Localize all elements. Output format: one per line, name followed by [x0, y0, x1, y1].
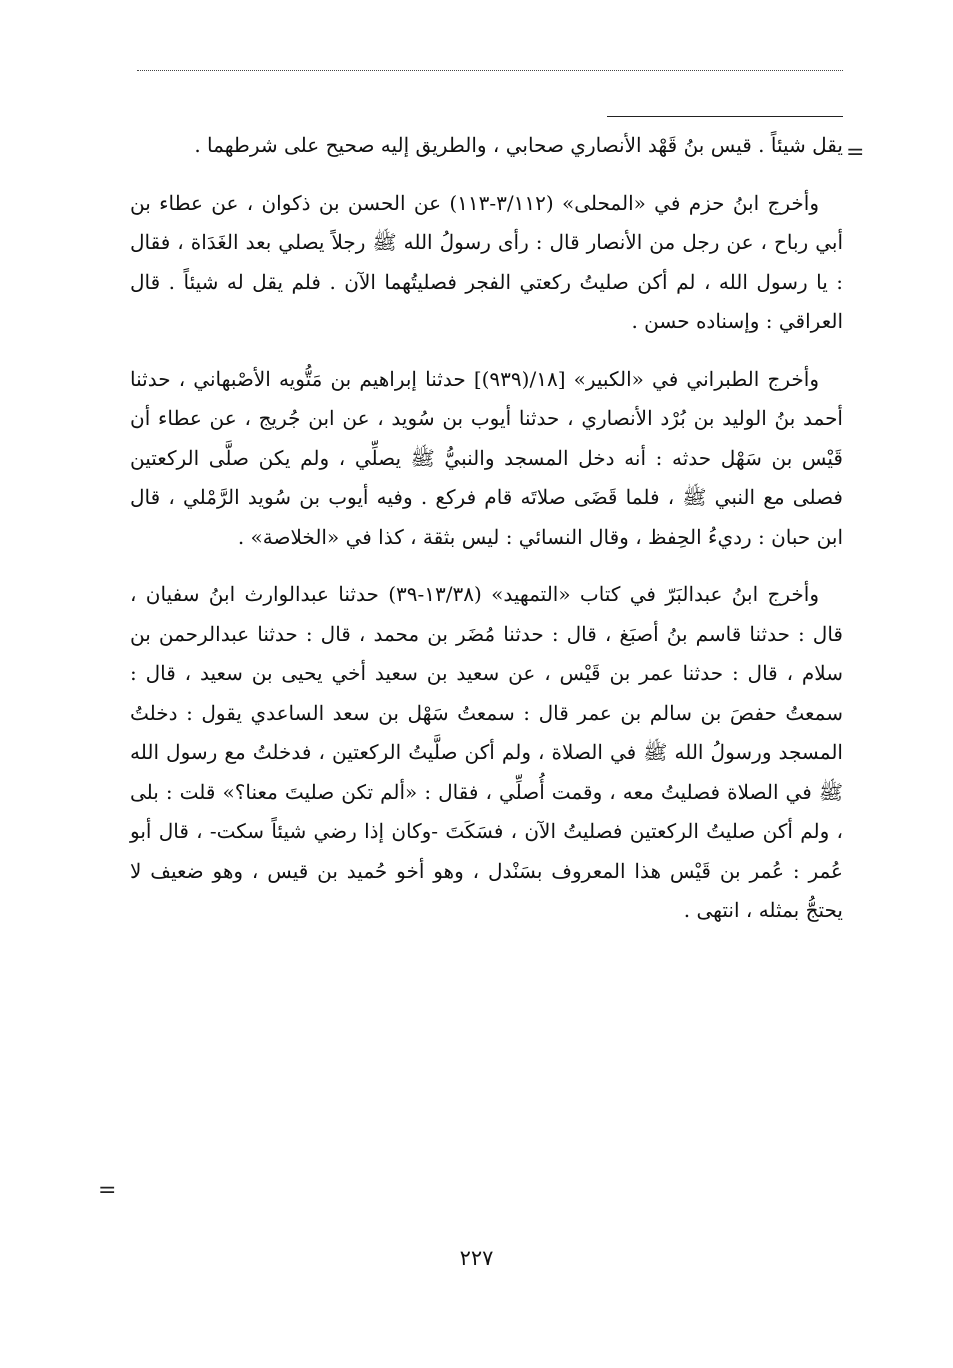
- footnote-separator: [607, 116, 843, 117]
- footnote-paragraph-4: وأخرج ابنُ عبدالبَرّ في كتاب «التمهيد» (١٣/٣٨-٣٩) حدثنا عبدالوارث ابنُ سفيان ، قال : حدثنا قاسم بنُ أصبَغ ، قال : حدثنا مُضَر بن محمد ، قال : حدثنا عبدالرحمن بن سلام ، قال : حدثنا عمر بن قَيْس ، عن سعيد بن سعيد أخي يحيى بن سعيد ، قال : سمعتُ حفصَ بن سالم بن عمر قال : سمعتُ سَهْل بن سعد الساعدي يقول : دخلتُ المسجد ورسولُ الله ﷺ في الصلاة ، ولم أكن صلَّيتُ الركعتين ، فدخلتُ مع رسول الله ﷺ في الصلاة فصليتُ معه ، وقمت أُصلِّي ، فقال : «ألم تكن صليتَ معنا؟» قلت : بلى ، ولم أكن صليتُ الركعتين فصليتُ الآن ، فسَكَتَ -وكان إذا رضي شيئاً سكت- ، قال أبو عُمر : عُمر بن قَيْس هذا المعروف بسَنْدل ، وهو أخو حُميد بن قيس ، وهو ضعيف لا يحتجُّ بمثله ، انتهى .: [130, 582, 843, 922]
- footnote-text: [130, 126, 843, 949]
- continuation-mark-start: =: [846, 140, 865, 165]
- footnote-paragraph-2: وأخرج ابنُ حزم في «المحلى» (٣/١١٢-١١٣) عن الحسن بن ذكوان ، عن عطاء بن أبي رباح ، عن رجل من الأنصار قال : رأى رسولُ الله ﷺ رجلاً يصلي بعد الغَدَاة ، فقال : يا رسول الله ، لم أكن صليتُ ركعتي الفجر فصليتُهما الآن . فلم يقل له شيئاً . قال العراقي : وإسناده حسن .: [130, 190, 844, 333]
- continuation-mark-end: =: [98, 1178, 117, 1203]
- footnote-paragraph-1: يقل شيئاً . قيس بنُ قَهْد الأنصاري صحابي ، والطريق إليه صحيح على شرطهما .: [194, 133, 843, 157]
- footnote-paragraph-3: وأخرج الطبراني في «الكبير» [١٨/(٩٣٩)] حدثنا إبراهيم بن مَتُّويه الأصْبهاني ، حدثنا أحمد بنُ الوليد بن بُرْد الأنصاري ، حدثنا أيوب بن سُويد ، عن ابن جُريج ، عن عطاء أن قَيْس بن سَهْل حدثه : أنه دخل المسجد والنبيُّ ﷺ يصلِّي ، ولم يكن صلَّى الركعتين فصلى مع النبي ﷺ ، فلما قَضَى صلاتَه قام فركع . وفيه أيوب بن سُويد الرَّمْلي ، قال ابن حبان : رديءُ الحِفظ ، وقال النسائي : ليس بثقة ، كذا في «الخلاصة» .: [130, 366, 843, 549]
- page-number: ٢٢٧: [459, 1246, 494, 1270]
- header-rule: [137, 70, 843, 71]
